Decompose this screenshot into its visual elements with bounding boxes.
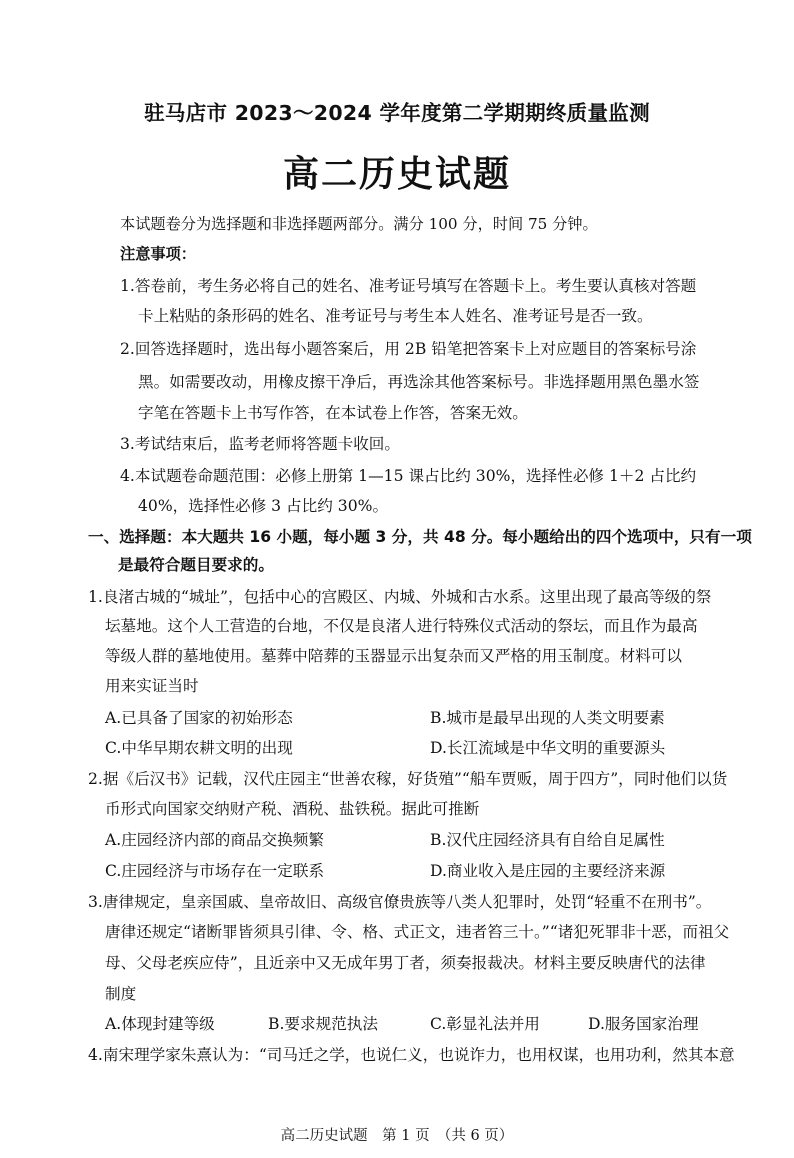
intro-text: 本试题卷分为选择题和非选择题两部分。满分 100 分，时间 75 分钟。: [120, 215, 598, 233]
question-3-stem: 母、父母老疾应侍”，且近亲中又无成年男丁者，须奏报裁决。材料主要反映唐代的法律: [105, 954, 706, 972]
question-1-stem: 坛墓地。这个人工营造的台地，不仅是良渚人进行特殊仪式活动的祭坛，而且作为最高: [105, 617, 698, 635]
question-1-stem: 用来实证当时: [105, 677, 199, 695]
notice-line: 字笔在答题卡上书写作答，在本试卷上作答，答案无效。: [138, 404, 528, 422]
notice-line: 黑。如需要改动，用橡皮擦干净后，再选涂其他答案标号。非选择题用黑色墨水签: [138, 373, 700, 391]
notice-line: 40%，选择性必修 3 占比约 30%。: [138, 497, 389, 515]
question-4-stem: 4.南宋理学家朱熹认为：“司马迁之学，也说仁义，也说诈力，也用权谋，也用功利，然其本意: [88, 1046, 735, 1064]
question-2-stem: 币形式向国家交纳财产税、酒税、盐铁税。据此可推断: [105, 800, 480, 818]
question-1-option-b: B.城市是最早出现的人类文明要素: [430, 709, 665, 727]
question-1-option-d: D.长江流域是中华文明的重要源头: [430, 739, 666, 757]
question-3-option-c: C.彰显礼法并用: [430, 1015, 540, 1033]
question-2-option-c: C.庄园经济与市场存在一定联系: [105, 862, 325, 880]
exam-header: 驻马店市 2023～2024 学年度第二学期期终质量监测: [144, 101, 650, 125]
question-3-stem: 唐律还规定“诸断罪皆须具引律、令、格、式正文，违者笞三十。”“诸犯死罪非十恶，而祖父: [105, 923, 730, 941]
question-1-stem: 1.良渚古城的“城址”，包括中心的宫殿区、内城、外城和古水系。这里出现了最高等级的祭: [88, 588, 712, 606]
notice-line: 1.答卷前，考生务必将自己的姓名、准考证号填写在答题卡上。考生要认真核对答题: [120, 277, 697, 295]
exam-title: 高二历史试题: [282, 153, 511, 195]
question-2-option-b: B.汉代庄园经济具有自给自足属性: [430, 831, 665, 849]
notice-line: 3.考试结束后，监考老师将答题卡收回。: [120, 435, 400, 453]
section-heading: 是最符合题目要求的。: [118, 556, 274, 574]
question-3-stem: 3.唐律规定，皇亲国戚、皇帝故旧、高级官僚贵族等八类人犯罪时，处罚“轻重不在刑书”。: [88, 893, 712, 911]
question-2-option-d: D.商业收入是庄园的主要经济来源: [430, 862, 666, 880]
question-1-option-a: A.已具备了国家的初始形态: [105, 709, 293, 727]
notice-line: 卡上粘贴的条形码的姓名、准考证号与考生本人姓名、准考证号是否一致。: [138, 307, 653, 325]
question-3-option-d: D.服务国家治理: [588, 1015, 699, 1033]
notice-line: 2.回答选择题时，选出每小题答案后，用 2B 铅笔把答案卡上对应题目的答案标号涂: [120, 340, 697, 358]
notice-title: 注意事项：: [120, 245, 196, 263]
section-heading: 一、选择题：本大题共 16 小题，每小题 3 分，共 48 分。每小题给出的四个选项中，只有一项: [88, 528, 752, 546]
notice-line: 4.本试题卷命题范围：必修上册第 1—15 课占比约 30%，选择性必修 1＋2 占比约: [120, 467, 697, 485]
question-3-stem: 制度: [105, 985, 137, 1003]
question-2-option-a: A.庄园经济内部的商品交换频繁: [105, 831, 324, 849]
question-3-option-b: B.要求规范执法: [268, 1015, 378, 1033]
question-1-stem: 等级人群的墓地使用。墓葬中陪葬的玉器显示出复杂而又严格的用玉制度。材料可以: [105, 647, 682, 665]
question-2-stem: 2.据《后汉书》记载，汉代庄园主“世善农稼，好货殖”“船车贾贩，周于四方”，同时他们以货: [88, 770, 728, 788]
question-3-option-a: A.体现封建等级: [105, 1015, 215, 1033]
page-footer: 高二历史试题 第 1 页 （共 6 页）: [280, 1128, 514, 1144]
question-1-option-c: C.中华早期农耕文明的出现: [105, 739, 293, 757]
